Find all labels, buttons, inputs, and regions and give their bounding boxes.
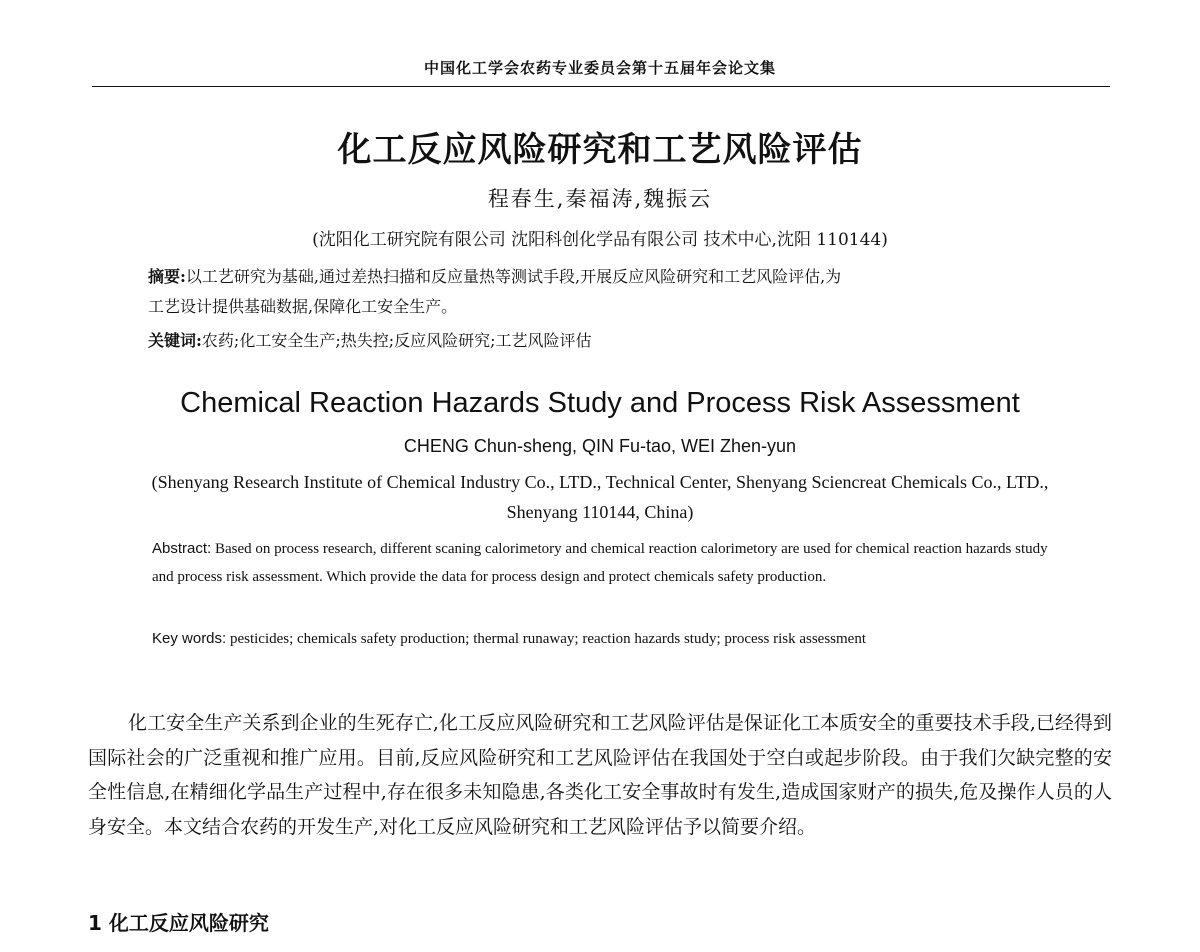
- header-rule: [92, 86, 1110, 87]
- chinese-authors: 程春生,秦福涛,魏振云: [487, 187, 713, 211]
- english-keywords-label: Key words:: [152, 630, 227, 647]
- english-keywords: [152, 624, 1052, 654]
- english-authors: CHENG Chun-sheng, QIN Fu-tao, WEI Zhen-yun: [403, 436, 797, 456]
- body-paragraph: [88, 706, 1112, 844]
- chinese-keywords-text: 农药;化工安全生产;热失控;反应风险研究;工艺风险评估: [201, 331, 592, 350]
- english-affiliation: (Shenyang Research Institute of Chemical Industry Co., LTD., Technical Center, Shenyang Sciencreat Chemicals Co., LTD., Shenyang 110144, China): [151, 472, 1049, 522]
- english-abstract: [152, 535, 1052, 591]
- english-title: Chemical Reaction Hazards Study and Process Risk Assessment: [180, 387, 1020, 419]
- body-paragraph-text: 化工安全生产关系到企业的生死存亡,化工反应风险研究和工艺风险评估是保证化工本质安全的重要技术手段,已经得到国际社会的广泛重视和推广应用。目前,反应风险研究和工艺风险评估在我国处于空白或起步阶段。由于我们欠缺完整的安全性信息,在精细化学品生产过程中,存在很多未知隐患,各类化工安全事故时有发生,造成国家财产的损失,危及操作人员的人身安全。本文结合农药的开发生产,对化工反应风险研究和工艺风险评估予以简要介绍。: [88, 712, 1112, 838]
- chinese-abstract: [148, 262, 1068, 322]
- english-abstract-label: Abstract:: [152, 540, 212, 557]
- chinese-title: 化工反应风险研究和工艺风险评估: [337, 130, 863, 170]
- english-keywords-text: pesticides; chemicals safety production; thermal runaway; reaction hazards study; process risk assessment: [229, 631, 867, 647]
- chinese-affiliation: (沈阳化工研究院有限公司 沈阳科创化学品有限公司 技术中心,沈阳 110144): [312, 230, 888, 250]
- chinese-keywords: [148, 328, 1068, 354]
- running-header: 中国化工学会农药专业委员会第十五届年会论文集: [423, 59, 776, 77]
- chinese-abstract-text-1: 以工艺研究为基础,通过差热扫描和反应量热等测试手段,开展反应风险研究和工艺风险评估,为: [185, 267, 842, 286]
- chinese-abstract-label: 摘要:: [148, 267, 186, 286]
- section-heading: 1 化工反应风险研究: [88, 911, 269, 935]
- chinese-abstract-text-2: 工艺设计提供基础数据,保障化工安全生产。: [148, 297, 458, 316]
- chinese-abstract-line-1: [148, 262, 1068, 292]
- english-abstract-text: Based on process research, different scaning calorimetory and chemical reaction calorimetory are used for chemical reaction hazards study and process risk assessment. Which provide the data for process design and protect chemicals safety production.: [152, 541, 1048, 585]
- chinese-keywords-label: 关键词:: [148, 331, 202, 350]
